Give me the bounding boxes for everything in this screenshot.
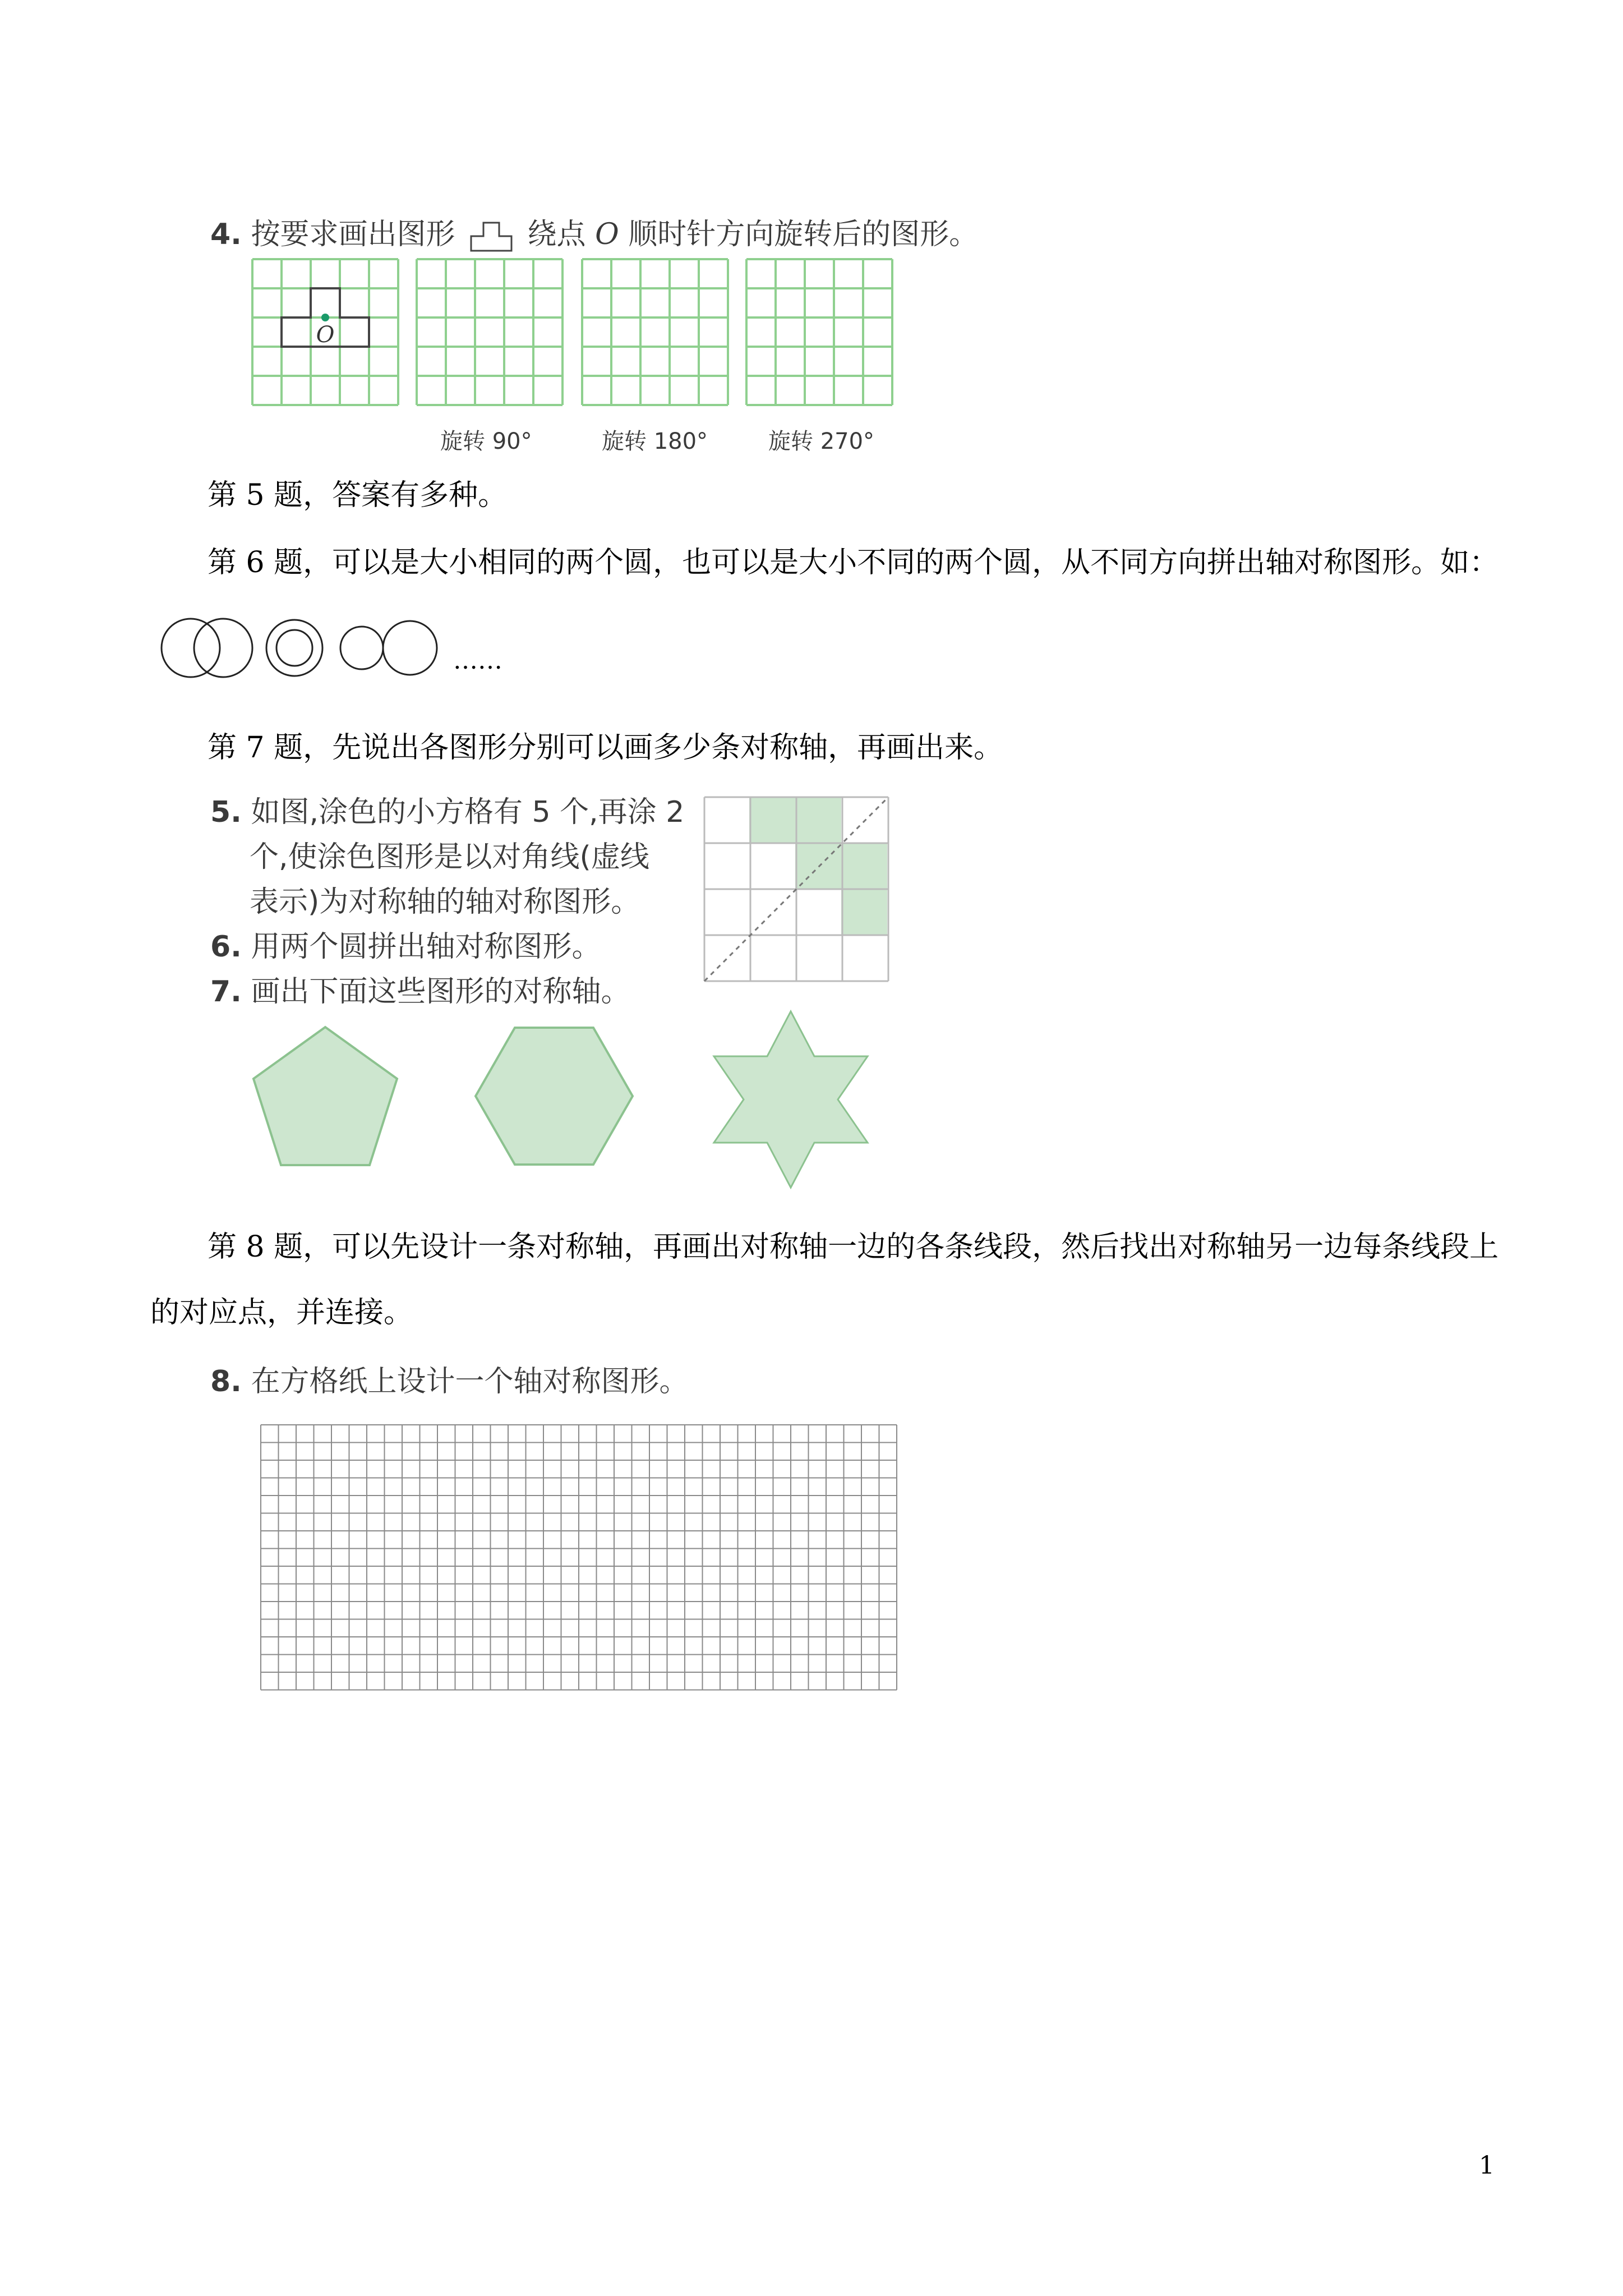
q6-text: 用两个圆拼出轴对称图形。 — [251, 930, 601, 964]
caption-rotate-270: 旋转 270° — [768, 429, 875, 454]
q8-heading — [210, 1358, 688, 1400]
rotation-center-dot — [321, 314, 329, 321]
q5-line-2: 个,使涂色图形是以对角线(虚线 — [250, 840, 649, 874]
q4-point-label: O — [595, 218, 619, 251]
concentric-circle-outer — [266, 620, 322, 676]
hexagon-shape — [470, 1022, 638, 1174]
tangent-circle-small — [340, 627, 383, 669]
q7-text: 画出下面这些图形的对称轴。 — [251, 975, 630, 1009]
q8-square-grid-paper — [261, 1425, 906, 1700]
pentagon-shape — [247, 1018, 404, 1175]
hexagram-shape — [709, 1007, 872, 1192]
para-q6-answer: 第 6 题，可以是大小相同的两个圆，也可以是大小不同的两个圆，从不同方向拼出轴对称图形。如： — [208, 546, 1499, 579]
q7-heading — [210, 968, 630, 1010]
q4-heading — [210, 210, 978, 253]
para-q8-answer-line-2: 的对应点，并连接。 — [150, 1296, 413, 1329]
q4-grid-rotate-180 — [582, 259, 728, 405]
para-q5-answer: 第 5 题，答案有多种。 — [208, 478, 508, 512]
q8-text: 在方格纸上设计一个轴对称图形。 — [251, 1365, 689, 1398]
q5-number: 5. — [210, 795, 242, 829]
q5-text-1: 如图,涂色的小方格有 5 个,再涂 2 — [251, 795, 685, 829]
q4-prompt-before: 按要求画出图形 — [251, 218, 455, 251]
examples-ellipsis: …… — [453, 646, 502, 675]
shaded-cell — [749, 797, 795, 843]
grid-point-o-label: O — [316, 322, 335, 348]
q4-grid-rotate-270 — [746, 259, 892, 405]
tangent-circle-large — [383, 621, 437, 675]
caption-rotate-180: 旋转 180° — [602, 429, 708, 454]
circle-pair-equal-right — [194, 619, 252, 677]
q5-line-1 — [210, 788, 684, 830]
q4-prompt-after: 绕点 — [527, 218, 586, 251]
q4-grid-rotate-90 — [417, 259, 562, 405]
q5-line-3: 表示)为对称轴的轴对称图形。 — [250, 885, 640, 919]
page-number: 1 — [1479, 2151, 1495, 2180]
q8-number: 8. — [210, 1365, 242, 1398]
q7-number: 7. — [210, 975, 242, 1009]
para-q7-answer: 第 7 题，先说出各图形分别可以画多少条对称轴，再画出来。 — [208, 731, 1003, 765]
circle-pair-equal-left — [162, 619, 220, 677]
q4-grid-original — [252, 259, 398, 405]
shaded-cell — [841, 843, 887, 889]
q6-number: 6. — [210, 930, 242, 964]
q4-prompt-end: 顺时针方向旋转后的图形。 — [628, 218, 979, 251]
t-shape-icon — [469, 219, 514, 253]
q5-symmetry-grid — [704, 797, 890, 983]
concentric-circle-inner — [276, 630, 312, 666]
q4-number: 4. — [210, 218, 242, 251]
shaded-cell — [841, 889, 887, 935]
shaded-cell — [795, 797, 841, 843]
caption-rotate-90: 旋转 90° — [440, 429, 532, 454]
q6-heading — [210, 923, 601, 965]
para-q8-answer-line-1: 第 8 题，可以先设计一条对称轴，再画出对称轴一边的各条线段，然后找出对称轴另一边每条线段上 — [208, 1230, 1499, 1264]
